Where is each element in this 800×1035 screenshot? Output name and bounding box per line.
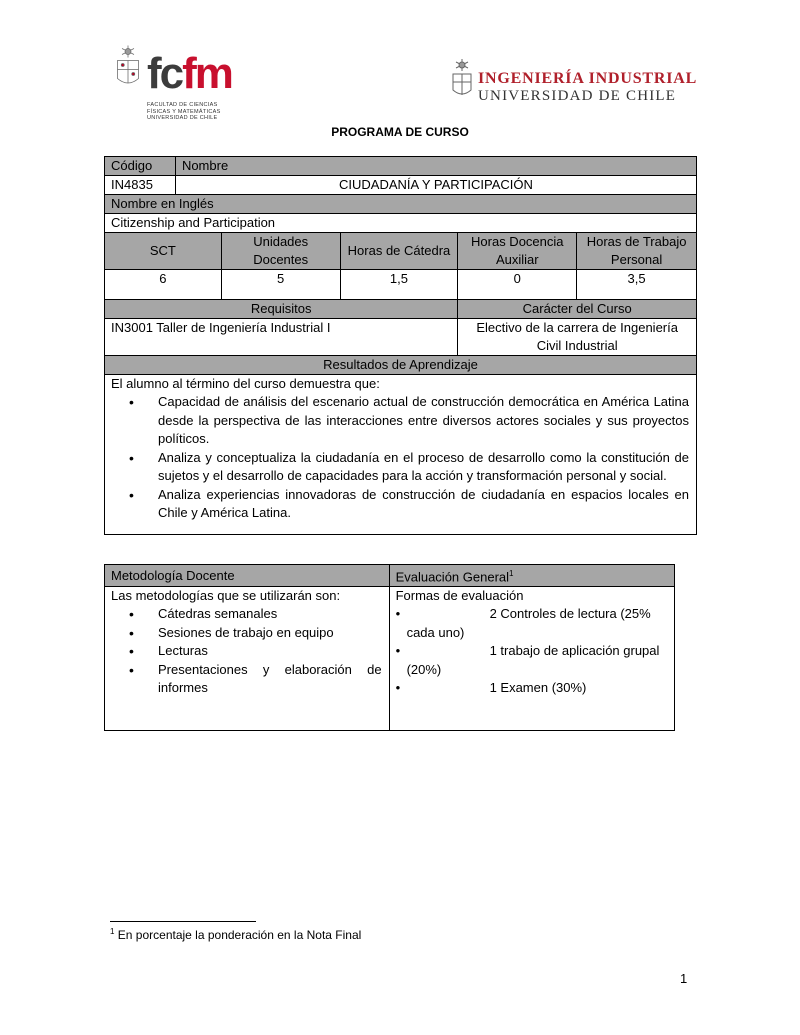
university-seal-icon <box>108 44 148 104</box>
evaluacion-header: Evaluación General$^1$ <box>389 565 674 587</box>
footnote-divider <box>110 921 256 922</box>
page-number: 1 <box>680 971 688 986</box>
value-horas-catedra: 1,5 <box>340 270 458 300</box>
list-item: • Sesiones de trabajo en equipo <box>158 624 382 643</box>
fcfm-logo-subtitle: FACULTAD DE CIENCIAS FÍSICAS Y MATEMÁTICAS UNIVERSIDAD DE CHILE <box>147 102 221 121</box>
emblem-icon <box>450 58 474 100</box>
evaluacion-item: • 1 trabajo de aplicación grupal (20%) <box>395 643 660 677</box>
bullet-icon: • <box>395 680 401 696</box>
value-unidades-docentes: 5 <box>221 270 340 300</box>
metodologia-body <box>105 587 390 731</box>
codigo-header: Código <box>105 157 176 176</box>
course-code: IN4835 <box>105 176 176 195</box>
resultados-list <box>111 393 689 523</box>
resultados-header: Resultados de Aprendizaje <box>105 356 697 375</box>
evaluacion-body <box>389 587 674 731</box>
requisitos-value: IN3001 Taller de Ingeniería Industrial I <box>105 319 458 356</box>
course-table <box>104 156 697 535</box>
requisitos-header: Requisitos <box>105 300 458 319</box>
list-item: • Cátedras semanales <box>158 605 382 624</box>
value-horas-personal: 3,5 <box>577 270 697 300</box>
caracter-header: Carácter del Curso <box>458 300 697 319</box>
header-horas-personal: Horas de Trabajo Personal <box>577 233 697 270</box>
evaluacion-item: • 1 Examen (30%) <box>396 679 668 698</box>
nombre-ingles-header: Nombre en Inglés <box>105 195 697 214</box>
list-item: • Presentaciones y elaboración de informes <box>158 661 382 698</box>
caracter-value: Electivo de la carrera de Ingeniería Civil Industrial <box>458 319 697 356</box>
evaluacion-item: • 2 Controles de lectura (25% cada uno) <box>395 606 651 640</box>
course-name: CIUDADANÍA Y PARTICIPACIÓN <box>175 176 696 195</box>
course-name-english: Citizenship and Participation <box>105 214 697 233</box>
resultados-intro: El alumno al término del curso demuestra que: <box>111 376 380 391</box>
header-horas-catedra: Horas de Cátedra <box>340 233 458 270</box>
bullet-icon: • <box>395 643 401 659</box>
value-sct: 6 <box>105 270 222 300</box>
bullet-icon: • <box>395 606 401 622</box>
brand-title: INGENIERÍA INDUSTRIAL <box>478 70 698 87</box>
methodology-table <box>104 564 675 731</box>
metodologia-header: Metodología Docente <box>105 565 390 587</box>
list-item: • Capacidad de análisis del escenario actual de construcción democrática en América Latina desde la perspectiva de las interacciones entre diversos actores sociales y sus proyectos políticos. <box>158 393 689 449</box>
header-sct: SCT <box>105 233 222 270</box>
fcfm-logo: fcfm <box>147 49 232 98</box>
resultados-body <box>105 375 697 535</box>
value-horas-auxiliar: 0 <box>458 270 577 300</box>
list-item: • Analiza y conceptualiza la ciudadanía en el proceso de desarrollo como la constitución de sujetos y el desarrollo de capacidades para la acción y transformación personal y social. <box>158 449 689 486</box>
brand-subtitle: UNIVERSIDAD DE CHILE <box>478 88 677 104</box>
footnote-ref[interactable]: 1 <box>509 569 514 578</box>
page-title: PROGRAMA DE CURSO <box>331 125 469 139</box>
nombre-header: Nombre <box>175 157 696 176</box>
footnote: $^1$ En porcentaje la ponderación en la Nota Final <box>110 927 362 942</box>
list-item: • Analiza experiencias innovadoras de construcción de ciudadanía en espacios locales en Chile y América Latina. <box>158 486 689 523</box>
header-unidades-docentes: Unidades Docentes <box>221 233 340 270</box>
list-item: • Lecturas <box>158 642 382 661</box>
metodologia-intro: Las metodologías que se utilizarán son: <box>111 588 341 604</box>
metodologia-list <box>111 605 382 698</box>
evaluacion-intro: Formas de evaluación <box>395 588 524 604</box>
header-horas-auxiliar: Horas Docencia Auxiliar <box>458 233 577 270</box>
